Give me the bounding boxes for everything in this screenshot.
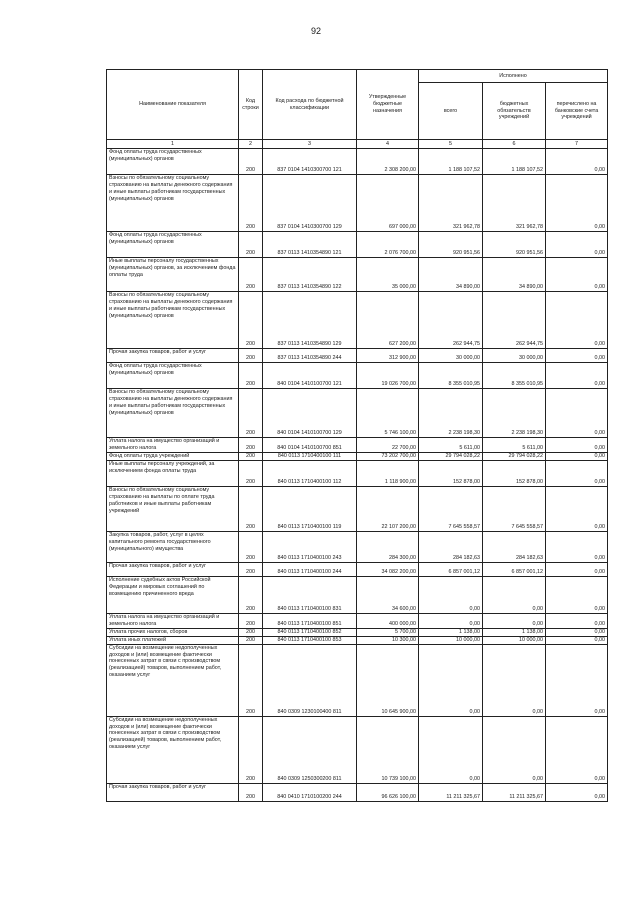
- row-executed-total: 1 188 107,52: [419, 149, 483, 175]
- row-approved: 10 645 900,00: [357, 644, 419, 716]
- row-kbk: 840 0113 1710400100 831: [263, 576, 357, 613]
- row-code: 200: [239, 716, 263, 783]
- row-name: Фонд оплаты труда учреждений: [107, 452, 239, 460]
- row-kbk: 840 0113 1710400100 851: [263, 613, 357, 628]
- row-approved: 2 308 200,00: [357, 149, 419, 175]
- row-executed-total: 0,00: [419, 716, 483, 783]
- row-kbk: 840 0113 1710400100 119: [263, 486, 357, 531]
- column-number: 6: [483, 140, 546, 149]
- row-name: Субсидии на возмещение недополученных доходов и (или) возмещение фактически понесенных затрат в связи с производством (реализацией) товаров, выполнением работ, оказанием услуг: [107, 716, 239, 783]
- row-executed-bank: 0,00: [546, 576, 608, 613]
- row-approved: 10 300,00: [357, 636, 419, 644]
- row-kbk: 840 0113 1710400100 853: [263, 636, 357, 644]
- row-executed-total: 0,00: [419, 644, 483, 716]
- row-kbk: 840 0113 1710400100 111: [263, 452, 357, 460]
- row-approved: 400 000,00: [357, 613, 419, 628]
- column-number: 7: [546, 140, 608, 149]
- table-body: [107, 149, 608, 802]
- row-name: Исполнение судебных актов Российской Федерации и мировых соглашений по возмещению причиненного вреда: [107, 576, 239, 613]
- row-executed-total: 10 000,00: [419, 636, 483, 644]
- table-row: [107, 644, 608, 716]
- row-executed-bank: 0,00: [546, 258, 608, 292]
- page-number: 92: [310, 26, 321, 36]
- row-executed-bank: 0,00: [546, 613, 608, 628]
- row-executed-bank: 0,00: [546, 783, 608, 801]
- row-executed-total: 152 878,00: [419, 460, 483, 486]
- row-code: 200: [239, 452, 263, 460]
- row-approved: 1 118 900,00: [357, 460, 419, 486]
- column-number: 4: [357, 140, 419, 149]
- row-name: Взносы по обязательному социальному страхованию на выплаты денежного содержания и иные выплаты работникам государственных (муниципальных) органов: [107, 292, 239, 349]
- row-executed-bank: 0,00: [546, 363, 608, 389]
- row-name: Закупка товаров, работ, услуг в целях капитального ремонта государственного (муниципального) имущества: [107, 531, 239, 562]
- row-kbk: 837 0104 1410300700 121: [263, 149, 357, 175]
- header-approved: Утвержденные бюджетные назначения: [357, 70, 419, 140]
- row-code: 200: [239, 258, 263, 292]
- table-row: [107, 292, 608, 349]
- row-executed-bank: 0,00: [546, 438, 608, 453]
- row-executed-institutions: 262 944,75: [483, 292, 546, 349]
- table-row: [107, 363, 608, 389]
- row-executed-bank: 0,00: [546, 389, 608, 438]
- table-row: [107, 232, 608, 258]
- row-approved: 96 626 100,00: [357, 783, 419, 801]
- row-executed-institutions: 0,00: [483, 716, 546, 783]
- row-executed-bank: 0,00: [546, 232, 608, 258]
- table-row: [107, 628, 608, 636]
- row-executed-total: 262 944,75: [419, 292, 483, 349]
- row-executed-total: 29 794 028,22: [419, 452, 483, 460]
- row-approved: 10 739 100,00: [357, 716, 419, 783]
- header-kbk: Код расхода по бюджетной классификации: [263, 70, 357, 140]
- row-executed-institutions: 11 211 325,67: [483, 783, 546, 801]
- table-row: [107, 636, 608, 644]
- row-executed-bank: 0,00: [546, 636, 608, 644]
- row-executed-bank: 0,00: [546, 486, 608, 531]
- row-name: Субсидии на возмещение недополученных доходов и (или) возмещение фактически понесенных затрат в связи с производством (реализацией) товаров, выполнением работ, оказанием услуг: [107, 644, 239, 716]
- row-code: 200: [239, 783, 263, 801]
- table-row: [107, 486, 608, 531]
- row-executed-total: 0,00: [419, 613, 483, 628]
- row-executed-institutions: 152 878,00: [483, 460, 546, 486]
- row-code: 200: [239, 576, 263, 613]
- row-executed-bank: 0,00: [546, 531, 608, 562]
- row-name: Уплата налога на имущество организаций и земельного налога: [107, 438, 239, 453]
- row-kbk: 837 0113 1410354890 129: [263, 292, 357, 349]
- row-executed-institutions: 10 000,00: [483, 636, 546, 644]
- row-executed-total: 321 962,78: [419, 175, 483, 232]
- row-executed-bank: 0,00: [546, 628, 608, 636]
- row-kbk: 840 0113 1710400100 112: [263, 460, 357, 486]
- row-executed-total: 1 138,00: [419, 628, 483, 636]
- table-row: [107, 349, 608, 363]
- column-number: 3: [263, 140, 357, 149]
- row-executed-total: 30 000,00: [419, 349, 483, 363]
- row-approved: 22 700,00: [357, 438, 419, 453]
- row-name: Прочая закупка товаров, работ и услуг: [107, 562, 239, 576]
- row-kbk: 840 0410 1710100200 244: [263, 783, 357, 801]
- row-executed-institutions: 7 645 558,57: [483, 486, 546, 531]
- table-row: [107, 452, 608, 460]
- row-approved: 312 900,00: [357, 349, 419, 363]
- header-code: Код строки: [239, 70, 263, 140]
- row-code: 200: [239, 389, 263, 438]
- header-name: Наименование показателя: [107, 70, 239, 140]
- row-approved: 34 082 200,00: [357, 562, 419, 576]
- row-name: Фонд оплаты труда государственных (муниципальных) органов: [107, 149, 239, 175]
- row-approved: 35 000,00: [357, 258, 419, 292]
- row-executed-institutions: 5 611,00: [483, 438, 546, 453]
- row-kbk: 840 0113 1710400100 243: [263, 531, 357, 562]
- table-row: [107, 716, 608, 783]
- row-code: 200: [239, 363, 263, 389]
- row-executed-total: 0,00: [419, 576, 483, 613]
- row-name: Прочая закупка товаров, работ и услуг: [107, 783, 239, 801]
- row-approved: 19 026 700,00: [357, 363, 419, 389]
- row-approved: 34 600,00: [357, 576, 419, 613]
- row-executed-institutions: 34 890,00: [483, 258, 546, 292]
- row-kbk: 837 0113 1410354890 244: [263, 349, 357, 363]
- row-name: Фонд оплаты труда государственных (муниципальных) органов: [107, 363, 239, 389]
- row-executed-institutions: 0,00: [483, 576, 546, 613]
- row-kbk: 840 0104 1410100700 129: [263, 389, 357, 438]
- row-code: 200: [239, 531, 263, 562]
- row-approved: 5 700,00: [357, 628, 419, 636]
- row-code: 200: [239, 644, 263, 716]
- row-executed-total: 34 890,00: [419, 258, 483, 292]
- row-code: 200: [239, 562, 263, 576]
- row-approved: 627 200,00: [357, 292, 419, 349]
- row-approved: 697 000,00: [357, 175, 419, 232]
- row-executed-institutions: 1 188 107,52: [483, 149, 546, 175]
- row-approved: 5 746 100,00: [357, 389, 419, 438]
- table-row: [107, 613, 608, 628]
- table-row: [107, 175, 608, 232]
- row-name: Уплата иных платежей: [107, 636, 239, 644]
- row-code: 200: [239, 149, 263, 175]
- row-executed-total: 7 645 558,57: [419, 486, 483, 531]
- row-kbk: 840 0104 1410100700 851: [263, 438, 357, 453]
- header-institutions: бюджетных обязательств учреждений: [483, 83, 546, 140]
- table-row: [107, 258, 608, 292]
- row-kbk: 840 0113 1710400100 852: [263, 628, 357, 636]
- row-kbk: 837 0104 1410300700 129: [263, 175, 357, 232]
- row-name: Уплата прочих налогов, сборов: [107, 628, 239, 636]
- row-approved: 284 300,00: [357, 531, 419, 562]
- row-executed-institutions: 0,00: [483, 613, 546, 628]
- row-executed-total: 8 355 010,95: [419, 363, 483, 389]
- row-executed-institutions: 6 857 001,12: [483, 562, 546, 576]
- column-numbers-row: [107, 140, 608, 149]
- row-executed-bank: 0,00: [546, 149, 608, 175]
- header-bank: перечислено на банковские счета учреждений: [546, 83, 608, 140]
- table-row: [107, 389, 608, 438]
- row-name: Иные выплаты персоналу учреждений, за исключением фонда оплаты труда: [107, 460, 239, 486]
- row-executed-total: 6 857 001,12: [419, 562, 483, 576]
- row-kbk: 837 0113 1410354890 122: [263, 258, 357, 292]
- column-number: 2: [239, 140, 263, 149]
- row-kbk: 840 0113 1710400100 244: [263, 562, 357, 576]
- row-executed-total: 284 182,63: [419, 531, 483, 562]
- row-executed-institutions: 1 138,00: [483, 628, 546, 636]
- row-code: 200: [239, 486, 263, 531]
- row-executed-institutions: 2 238 198,30: [483, 389, 546, 438]
- row-executed-institutions: 0,00: [483, 644, 546, 716]
- table-row: [107, 438, 608, 453]
- row-code: 200: [239, 349, 263, 363]
- table-row: [107, 149, 608, 175]
- header-executed: Исполнено: [419, 70, 608, 83]
- row-name: Иные выплаты персоналу государственных (муниципальных) органов, за исключением фонда оплаты труда: [107, 258, 239, 292]
- row-name: Уплата налога на имущество организаций и земельного налога: [107, 613, 239, 628]
- column-number: 5: [419, 140, 483, 149]
- budget-execution-table: [106, 69, 608, 802]
- header-total: всего: [419, 83, 483, 140]
- row-executed-institutions: 30 000,00: [483, 349, 546, 363]
- row-executed-institutions: 321 962,78: [483, 175, 546, 232]
- row-executed-bank: 0,00: [546, 175, 608, 232]
- row-name: Фонд оплаты труда государственных (муниципальных) органов: [107, 232, 239, 258]
- row-executed-institutions: 920 951,56: [483, 232, 546, 258]
- row-kbk: 840 0309 1230100400 811: [263, 644, 357, 716]
- table-row: [107, 783, 608, 801]
- row-executed-bank: 0,00: [546, 349, 608, 363]
- column-number: 1: [107, 140, 239, 149]
- row-code: 200: [239, 613, 263, 628]
- row-executed-bank: 0,00: [546, 292, 608, 349]
- row-executed-institutions: 284 182,63: [483, 531, 546, 562]
- row-approved: 22 107 200,00: [357, 486, 419, 531]
- row-executed-total: 920 951,56: [419, 232, 483, 258]
- row-code: 200: [239, 460, 263, 486]
- row-kbk: 840 0104 1410100700 121: [263, 363, 357, 389]
- row-kbk: 840 0309 1250300200 811: [263, 716, 357, 783]
- row-executed-bank: 0,00: [546, 716, 608, 783]
- row-executed-bank: 0,00: [546, 562, 608, 576]
- row-name: Взносы по обязательному социальному страхованию на выплаты денежного содержания и иные выплаты работникам государственных (муниципальных) органов: [107, 389, 239, 438]
- row-executed-total: 5 611,00: [419, 438, 483, 453]
- row-executed-bank: 0,00: [546, 644, 608, 716]
- table-row: [107, 460, 608, 486]
- row-kbk: 837 0113 1410354890 121: [263, 232, 357, 258]
- row-approved: 73 202 700,00: [357, 452, 419, 460]
- row-executed-institutions: 8 355 010,95: [483, 363, 546, 389]
- row-executed-total: 11 211 325,67: [419, 783, 483, 801]
- row-code: 200: [239, 628, 263, 636]
- row-code: 200: [239, 292, 263, 349]
- row-name: Взносы по обязательному социальному страхованию на выплаты денежного содержания и иные выплаты работникам государственных (муниципальных) органов: [107, 175, 239, 232]
- row-name: Взносы по обязательному социальному страхованию на выплаты по оплате труда работников и иные выплаты работникам учреждений: [107, 486, 239, 531]
- row-approved: 2 076 700,00: [357, 232, 419, 258]
- row-code: 200: [239, 438, 263, 453]
- row-code: 200: [239, 636, 263, 644]
- row-executed-bank: 0,00: [546, 460, 608, 486]
- table-row: [107, 576, 608, 613]
- row-code: 200: [239, 232, 263, 258]
- table-row: [107, 531, 608, 562]
- row-executed-institutions: 29 794 028,22: [483, 452, 546, 460]
- row-executed-total: 2 238 198,30: [419, 389, 483, 438]
- row-executed-bank: 0,00: [546, 452, 608, 460]
- row-code: 200: [239, 175, 263, 232]
- row-name: Прочая закупка товаров, работ и услуг: [107, 349, 239, 363]
- table-row: [107, 562, 608, 576]
